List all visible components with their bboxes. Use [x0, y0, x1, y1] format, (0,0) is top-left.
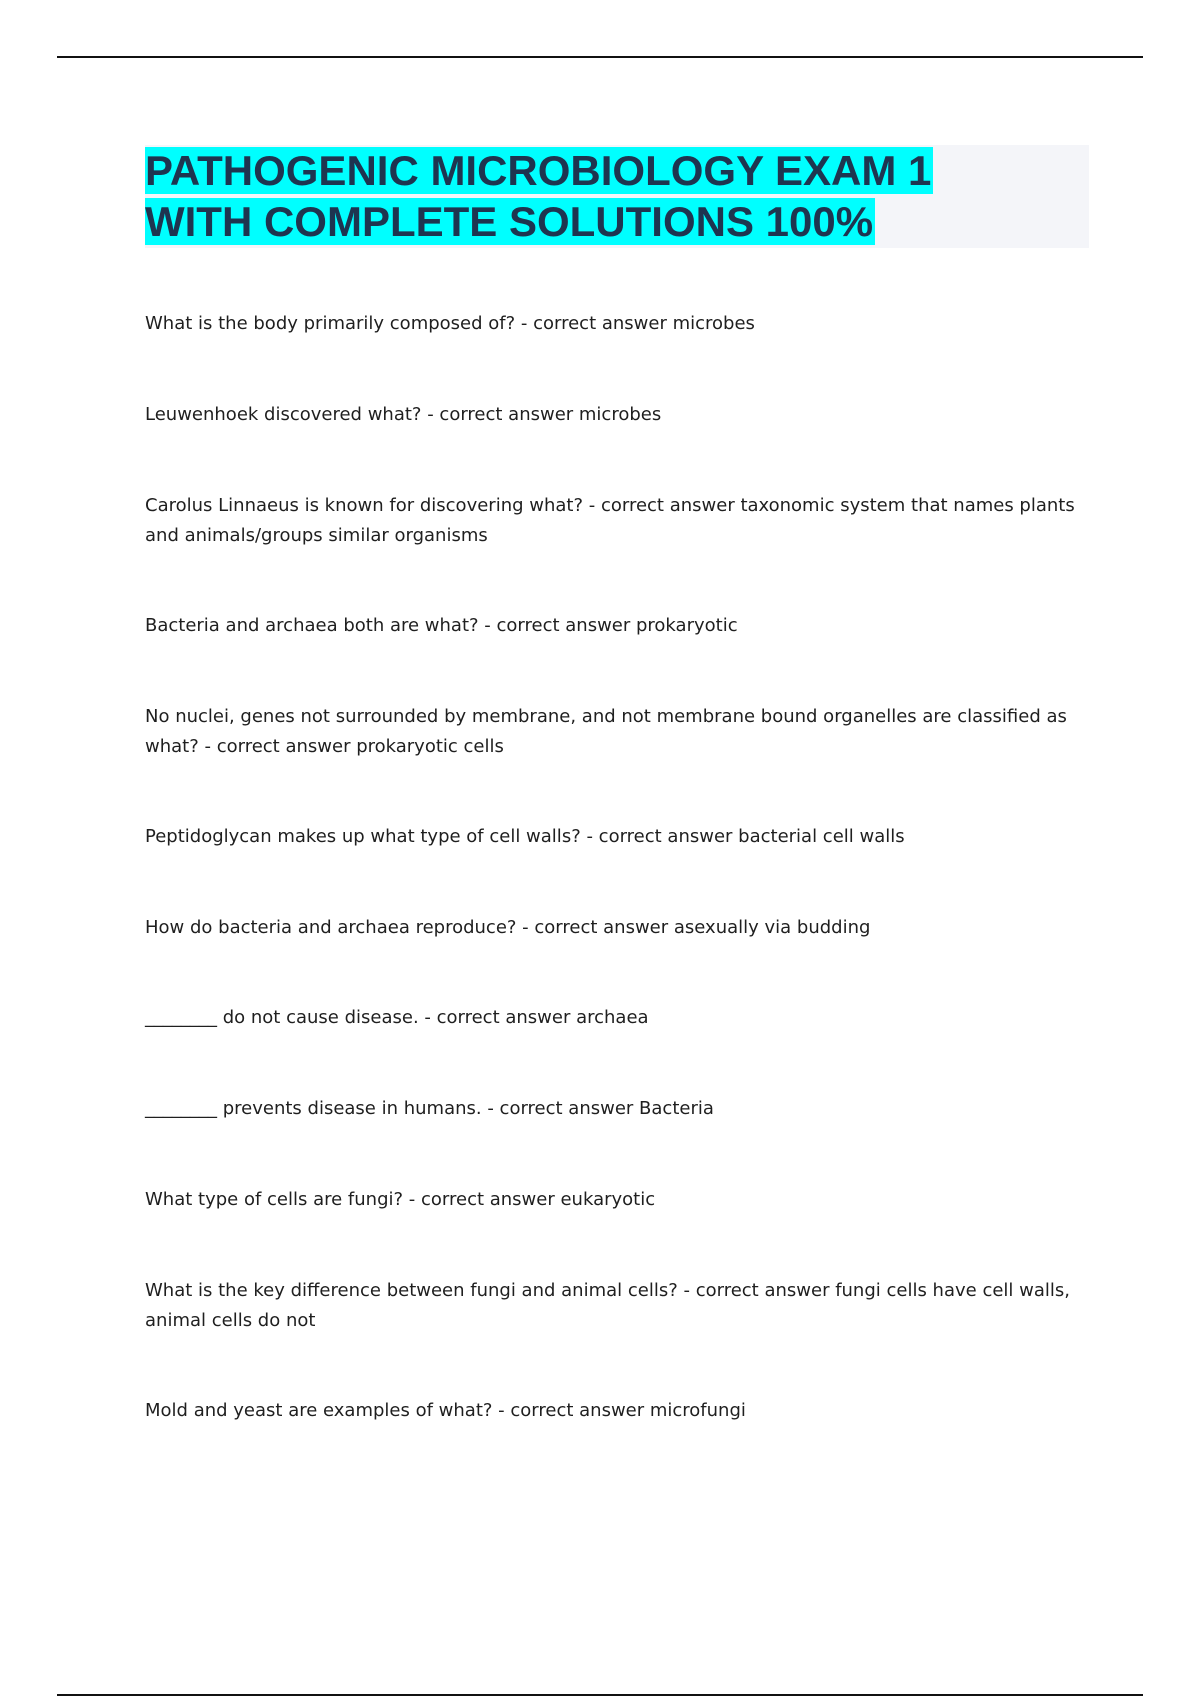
- qa-item: Peptidoglycan makes up what type of cell walls? - correct answer bacterial cell walls: [145, 826, 905, 847]
- qa-item: ________ prevents disease in humans. - correct answer Bacteria: [145, 1098, 714, 1119]
- qa-item: Bacteria and archaea both are what? - correct answer prokaryotic: [145, 615, 738, 636]
- qa-item: How do bacteria and archaea reproduce? - correct answer asexually via budding: [145, 917, 871, 938]
- title-line-1: PATHOGENIC MICROBIOLOGY EXAM 1: [145, 147, 932, 194]
- title-line-2: WITH COMPLETE SOLUTIONS 100%: [145, 198, 874, 245]
- qa-item: What type of cells are fungi? - correct answer eukaryotic: [145, 1189, 656, 1210]
- qa-item: What is the body primarily composed of? - correct answer microbes: [145, 313, 755, 334]
- header-rule: [57, 56, 1143, 58]
- qa-item: Carolus Linnaeus is known for discovering what? - correct answer taxonomic system that names plants and animals/groups similar organisms: [145, 495, 1075, 546]
- qa-item: What is the key difference between fungi and animal cells? - correct answer fungi cells have cell walls, animal cells do not: [145, 1280, 1070, 1331]
- footer-rule: [57, 1694, 1143, 1696]
- qa-item: Mold and yeast are examples of what? - correct answer microfungi: [145, 1400, 746, 1421]
- qa-item: Leuwenhoek discovered what? - correct answer microbes: [145, 404, 662, 425]
- document-title: [145, 145, 1089, 247]
- qa-item: No nuclei, genes not surrounded by membrane, and not membrane bound organelles are classified as what? - correct answer prokaryotic cells: [145, 706, 1067, 757]
- qa-item: ________ do not cause disease. - correct answer archaea: [145, 1007, 649, 1028]
- title-block: [145, 145, 1089, 248]
